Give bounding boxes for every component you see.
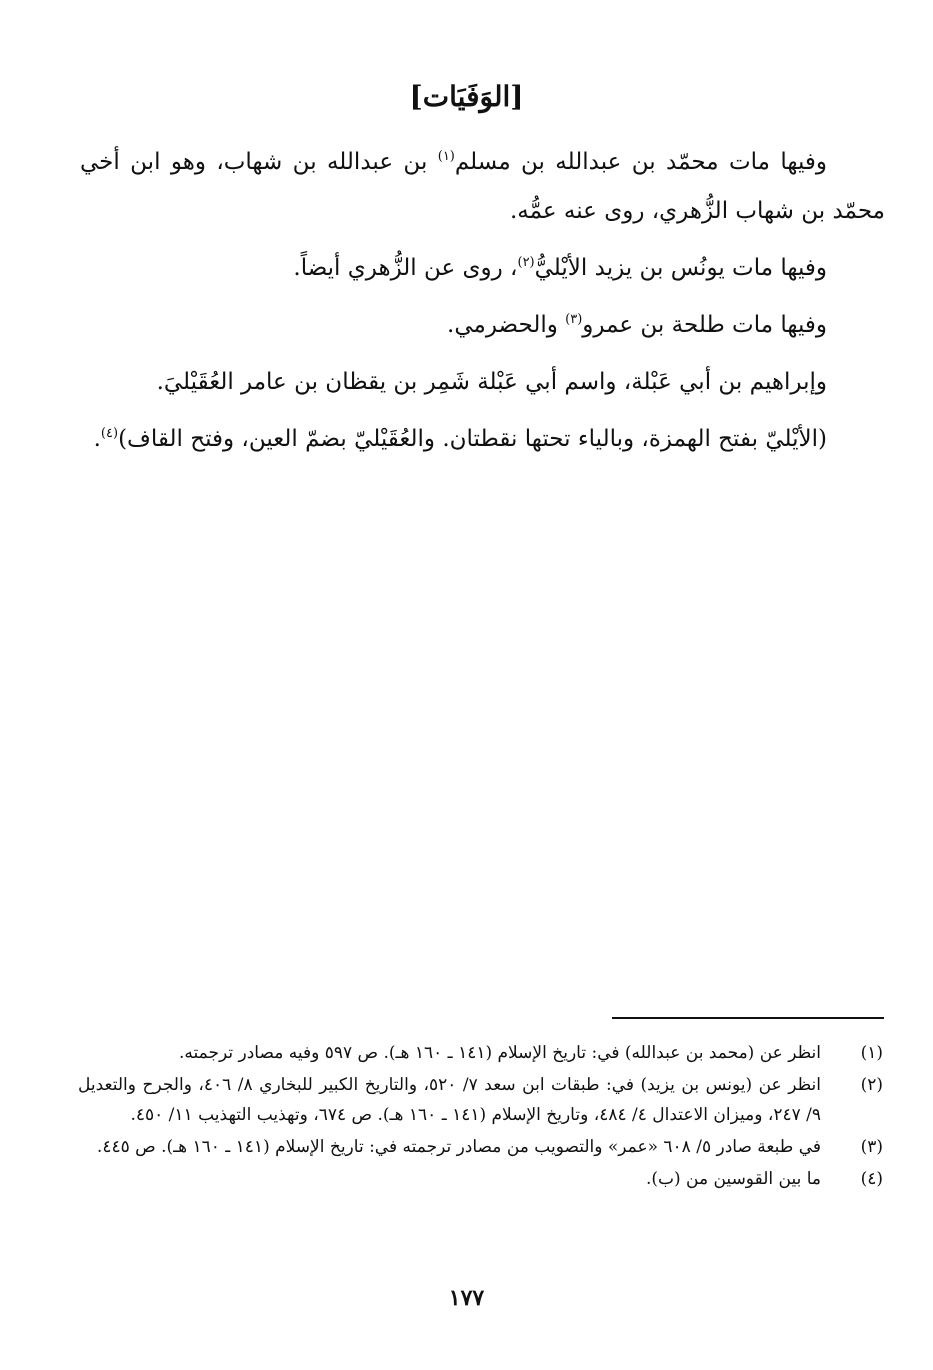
page-number: ١٧٧ [448, 1285, 485, 1311]
footnotes [78, 1038, 883, 1196]
paragraph-5-text-b: . [93, 426, 101, 452]
paragraph-3-text-a: وفيها مات طلحة بن عمرو [582, 312, 827, 338]
paragraph-5 [80, 415, 885, 464]
footnote-text: انظر عن (محمد بن عبدالله) في: تاريخ الإسلام (١٤١ ـ ١٦٠ هـ). ص ٥٩٧ وفيه مصادر ترجمته. [179, 1043, 821, 1063]
footnote-ref-1: (١) [437, 149, 455, 164]
paragraph-1 [80, 138, 885, 236]
footnote-number: (١) [860, 1043, 883, 1063]
section-heading: [الوَفَيَات] [409, 80, 524, 113]
paragraph-2-text-b: ، روى عن الزُّهري أيضاً. [293, 255, 518, 281]
paragraph-3 [80, 301, 885, 350]
footnote-number: (٣) [860, 1137, 883, 1157]
footnote-ref-3: (٣) [565, 312, 583, 327]
footnote-4 [78, 1164, 883, 1194]
footnote-text: ما بين القوسين من (ب). [645, 1169, 821, 1189]
footnote-separator [612, 1017, 884, 1019]
paragraph-4: وإبراهيم بن أبي عَبْلة، واسم أبي عَبْلة شَمِر بن يقظان بن عامر العُقَيْليَ. [156, 369, 827, 395]
footnote-number: (٢) [860, 1075, 883, 1095]
paragraph-2 [80, 244, 885, 293]
paragraph-3-text-b: والحضرمي. [447, 312, 566, 338]
footnote-number: (٤) [860, 1169, 883, 1189]
footnote-text: في طبعة صادر ٥/ ٦٠٨ «عمر» والتصويب من مصادر ترجمته في: تاريخ الإسلام (١٤١ ـ ١٦٠ هـ). ص ٤٤٥. [96, 1137, 821, 1157]
footnote-2 [78, 1070, 883, 1130]
paragraph-1-text-b: بن عبدالله بن شهاب، وهو ابن أخي محمّد بن شهاب الزُّهري، روى عنه عمُّه. [80, 149, 885, 224]
footnote-ref-4: (٤) [100, 426, 119, 441]
paragraph-1-text-a: وفيها مات محمّد بن عبدالله بن مسلم [454, 149, 827, 175]
footnote-text: انظر عن (يونس بن يزيد) في: طبقات ابن سعد ٧/ ٥٢٠، والتاريخ الكبير للبخاري ٨/ ٤٠٦، والجرح والتعديل ٩/ ٢٤٧، وميزان الاعتدال ٤/ ٤٨٤، وتاريخ الإسلام (١٤١ ـ ١٦٠ هـ). ص ٦٧٤، وتهذيب التهذيب ١١/ ٤٥٠. [78, 1075, 821, 1125]
main-text [80, 138, 885, 472]
paragraph-5-text-a: (الأيْليّ بفتح الهمزة، وبالياء تحتها نقطتان. والعُقَيْليّ بضمّ العين، وفتح القاف) [118, 426, 827, 452]
footnote-1 [78, 1038, 883, 1068]
footnote-3 [78, 1132, 883, 1162]
footnote-ref-2: (٢) [517, 255, 535, 270]
paragraph-2-text-a: وفيها مات يونُس بن يزيد الأيْليُّ [534, 255, 827, 281]
